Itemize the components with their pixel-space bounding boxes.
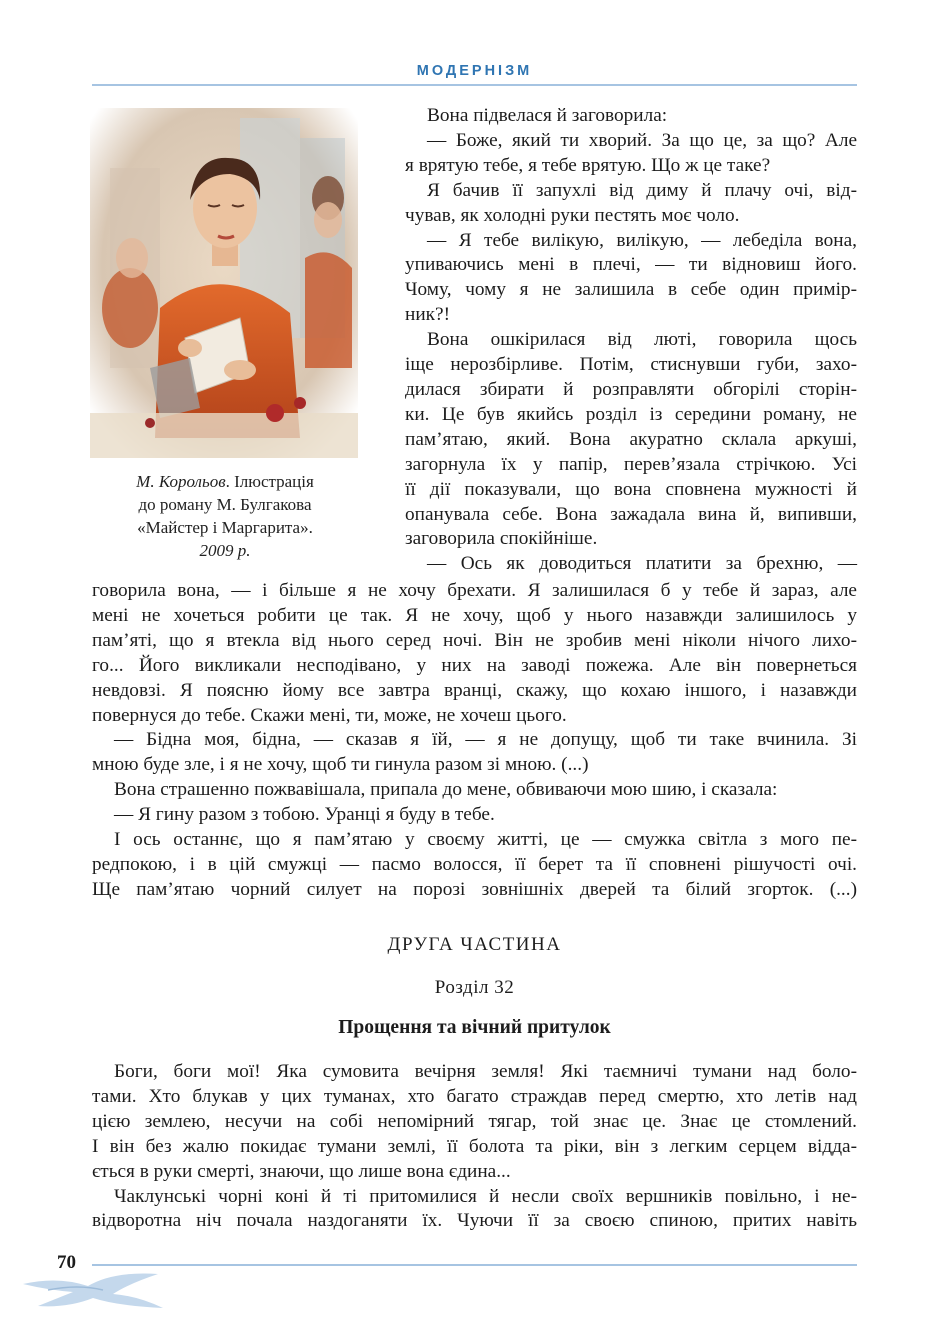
text-line: Вона страшенно пожвавішала, припала до мене, обвиваючи мою шию, і сказала: — [114, 779, 778, 801]
text-line: повернуся до тебе. Скажи мені, ти, може, не хочеш цього. — [92, 704, 567, 726]
caption-line-1 — [92, 470, 358, 493]
page-number: 70 — [57, 1252, 76, 1273]
text-line: — Я гину разом з тобою. Уранці я буду в тебе. — [114, 804, 495, 826]
text-line: загорнула їх у папір, перев’язала стрічкою. Усі — [405, 453, 857, 475]
text-line: пам’яті, що я втекла від нього серед ночі. Він не зробив мені ніколи нічого лихо- — [92, 629, 857, 651]
text-line: тами. Хто блукав у цих туманах, хто багато страждав перед смертю, хто летів над — [92, 1085, 857, 1107]
illustration-painting — [90, 108, 358, 458]
header-divider — [92, 84, 857, 86]
text-line: Вона ошкірилася від люті, говорила щось — [427, 329, 857, 351]
part-title: ДРУГА ЧАСТИНА — [387, 934, 562, 955]
chapter-number: Розділ 32 — [434, 977, 515, 998]
text-line: цією землею, несучи на собі непомірний тягар, той знає це. Знає це стомлений. — [92, 1110, 857, 1132]
text-line: — Бідна моя, бідна, — сказав я їй, — я не допущу, щоб ти таке вчинила. Зі — [114, 729, 857, 751]
text-line: — Я тебе вилікую, вилікую, — лебеділа вона, — [427, 229, 857, 251]
text-line: Чому, чому я не залишила в себе один примір- — [405, 279, 857, 301]
text-line: І він без жалю покидає тумани землі, її болота та ріки, він з легким серцем відда- — [92, 1135, 857, 1157]
main-text-block-2 — [92, 1060, 857, 1234]
text-line: мною буде зле, і я не хочу, щоб ти гинула разом зі мною. (...) — [92, 754, 589, 776]
text-line: невдовзі. Я поясню йому все завтра вранці, скажу, що кохаю іншого, і назавжди — [92, 679, 857, 701]
bird-ornament-icon — [18, 1266, 168, 1316]
running-header-title: МОДЕРНІЗМ — [416, 63, 533, 79]
text-line: її дії показували, що вона сповнена мужності й — [405, 478, 857, 500]
text-line: заговорила спокійніше. — [405, 528, 598, 550]
text-line: пам’ятаю, який. Вона акуратно склала аркуші, — [405, 428, 857, 450]
text-line: — Ось як доводиться платити за брехню, — — [427, 553, 857, 575]
text-line: чував, як холодні руки пестять моє чоло. — [405, 204, 740, 226]
text-line: упиваючись мені в плечі, — ти відновиш його. — [405, 254, 857, 276]
text-line: мені не хочеться робити це так. Я не хочу, щоб у нього назавжди залишилось у — [92, 604, 857, 626]
text-line: я врятую тебе, я тебе врятую. Що ж це таке? — [405, 154, 771, 176]
text-line: дилася збирати й розправляти обгорілі сторін- — [405, 378, 857, 400]
footer-divider — [92, 1264, 857, 1266]
illustration-image — [90, 108, 358, 458]
text-line: Чаклунські чорні коні й ті притомилися й несли своїх вершників повільно, і не- — [114, 1185, 857, 1207]
text-line: — Боже, який ти хворий. За що це, за що? Але — [427, 129, 857, 151]
text-line: ється в руки смерті, знаючи, що лише вона єдина... — [92, 1160, 511, 1182]
text-line: Я бачив її запухлі від диму й плачу очі, від- — [427, 179, 857, 201]
text-line: ки. Це був якийсь розділ із середини роману, не — [405, 403, 857, 425]
text-line: І ось останнє, що я пам’ятаю у своєму житті, це — смужка світла з мого пе- — [114, 829, 857, 851]
chapter-heading: Прощення та вічний притулок — [338, 1017, 611, 1038]
text-line: опанувала себе. Вона зажадала вина й, випивши, — [405, 503, 857, 525]
caption-year: 2009 р. — [199, 541, 251, 560]
caption-line-3: «Майстер і Маргарита». — [137, 518, 313, 537]
text-line: говорила вона, — і більше я не хочу брехати. Я залишилася б у тебе й зараз, але — [92, 580, 857, 601]
main-text-block-1 — [92, 579, 857, 903]
caption-author: М. Корольов — [136, 472, 226, 491]
text-line: Ще пам’ятаю чорний силует на порозі зовнішніх дверей та білий згорток. (...) — [92, 878, 857, 900]
text-line: ник?! — [405, 304, 450, 326]
text-line: редпокою, і в цій смужці — пасмо волосся, її берет та її сповнені рішучості очі. — [92, 853, 857, 875]
caption-line-2: до роману М. Булгакова — [138, 495, 312, 514]
text-line: іще нерозбірливе. Потім, стиснувши губи, захо- — [405, 354, 857, 376]
text-line: відворотна ніч почала наздоганяти їх. Чуючи її за своєю спиною, притих навіть — [92, 1210, 857, 1232]
caption-title-part: . Ілюстрація — [225, 472, 314, 491]
text-line: Вона підвелася й заговорила: — [427, 105, 668, 126]
illustration-caption — [92, 470, 358, 562]
right-column-text — [405, 104, 857, 577]
text-line: Боги, боги мої! Яка сумовита вечірня земля! Які таємничі тумани над боло- — [114, 1061, 857, 1082]
text-line: го... Його викликали несподівано, у них на заводі пожежа. Але він повернеться — [92, 654, 857, 676]
